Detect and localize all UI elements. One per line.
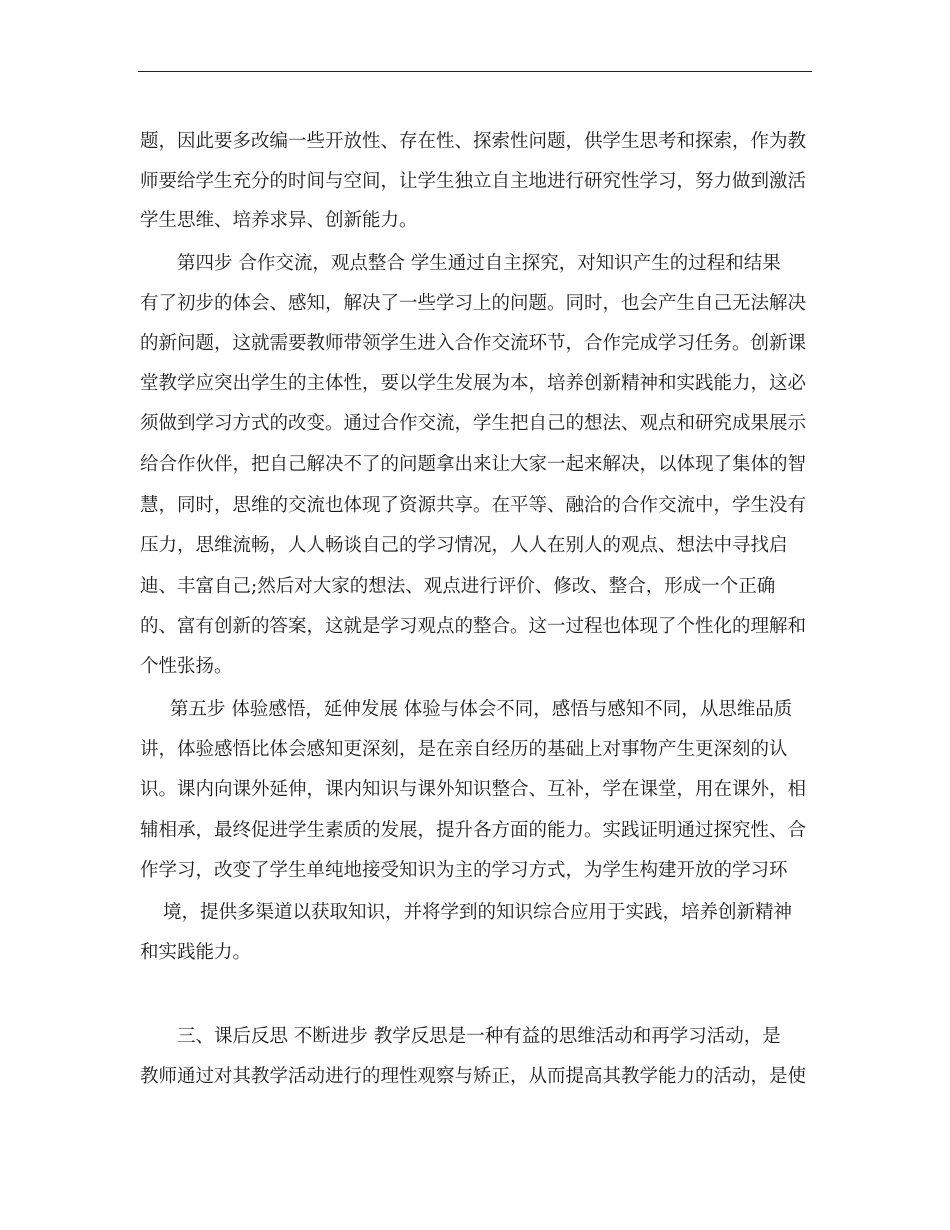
text-line: 迪、丰富自己;然后对大家的想法、观点进行评价、修改、整合，形成一个正确 [140,576,776,597]
text-line: 的、富有创新的答案，这就是学习观点的整合。这一过程也体现了个性化的理解和 [140,616,807,637]
text-line: 讲，体验感悟比体会感知更深刻，是在亲自经历的基础上对事物产生更深刻的认 [140,739,788,760]
text-line: 给合作伙伴，把自己解决不了的问题拿出来让大家一起来解决，以体现了集体的智 [140,454,807,475]
text-line: 师要给学生充分的时间与空间，让学生独立自主地进行研究性学习，努力做到激活 [140,171,807,192]
text-line: 慧，同时，思维的交流也体现了资源共享。在平等、融洽的合作交流中，学生没有 [140,495,807,516]
text-line: 题，因此要多改编一些开放性、存在性、探索性问题，供学生思考和探索，作为教 [140,131,807,152]
text-line: 识。课内向课外延伸，课内知识与课外知识整合、互补，学在课堂，用在课外，相 [140,779,807,800]
text-line: 三、课后反思 不断进步 教学反思是一种有益的思维活动和再学习活动，是 [177,1026,781,1047]
text-line: 和实践能力。 [140,942,252,963]
text-line: 第五步 体验感悟，延伸发展 体验与体会不同，感悟与感知不同，从思维品质 [170,699,793,720]
text-line: 第四步 合作交流，观点整合 学生通过自主探究，对知识产生的过程和结果 [177,253,781,274]
text-line: 教师通过对其教学活动进行的理性观察与矫正，从而提高其教学能力的活动，是使 [140,1066,807,1087]
text-line: 有了初步的体会、感知，解决了一些学习上的问题。同时，也会产生自己无法解决 [140,293,807,314]
text-line: 堂教学应突出学生的主体性，要以学生发展为本，培养创新精神和实践能力，这必 [140,373,807,394]
text-line: 个性张扬。 [140,656,233,677]
text-line: 辅相承，最终促进学生素质的发展，提升各方面的能力。实践证明通过探究性、合 [140,820,807,841]
header-rule [138,71,812,72]
text-line: 学生思维、培养求异、创新能力。 [140,210,418,231]
text-line: 压力，思维流畅，人人畅谈自己的学习情况，人人在别人的观点、想法中寻找启 [140,535,788,556]
text-line: 的新问题，这就需要教师带领学生进入合作交流环节，合作完成学习任务。创新课 [140,333,807,354]
text-line: 境，提供多渠道以获取知识，并将学到的知识综合应用于实践，培养创新精神 [163,902,793,923]
text-line: 作学习，改变了学生单纯地接受知识为主的学习方式，为学生构建开放的学习环 [140,860,788,881]
text-line: 须做到学习方式的改变。通过合作交流，学生把自己的想法、观点和研究成果展示 [140,413,807,434]
